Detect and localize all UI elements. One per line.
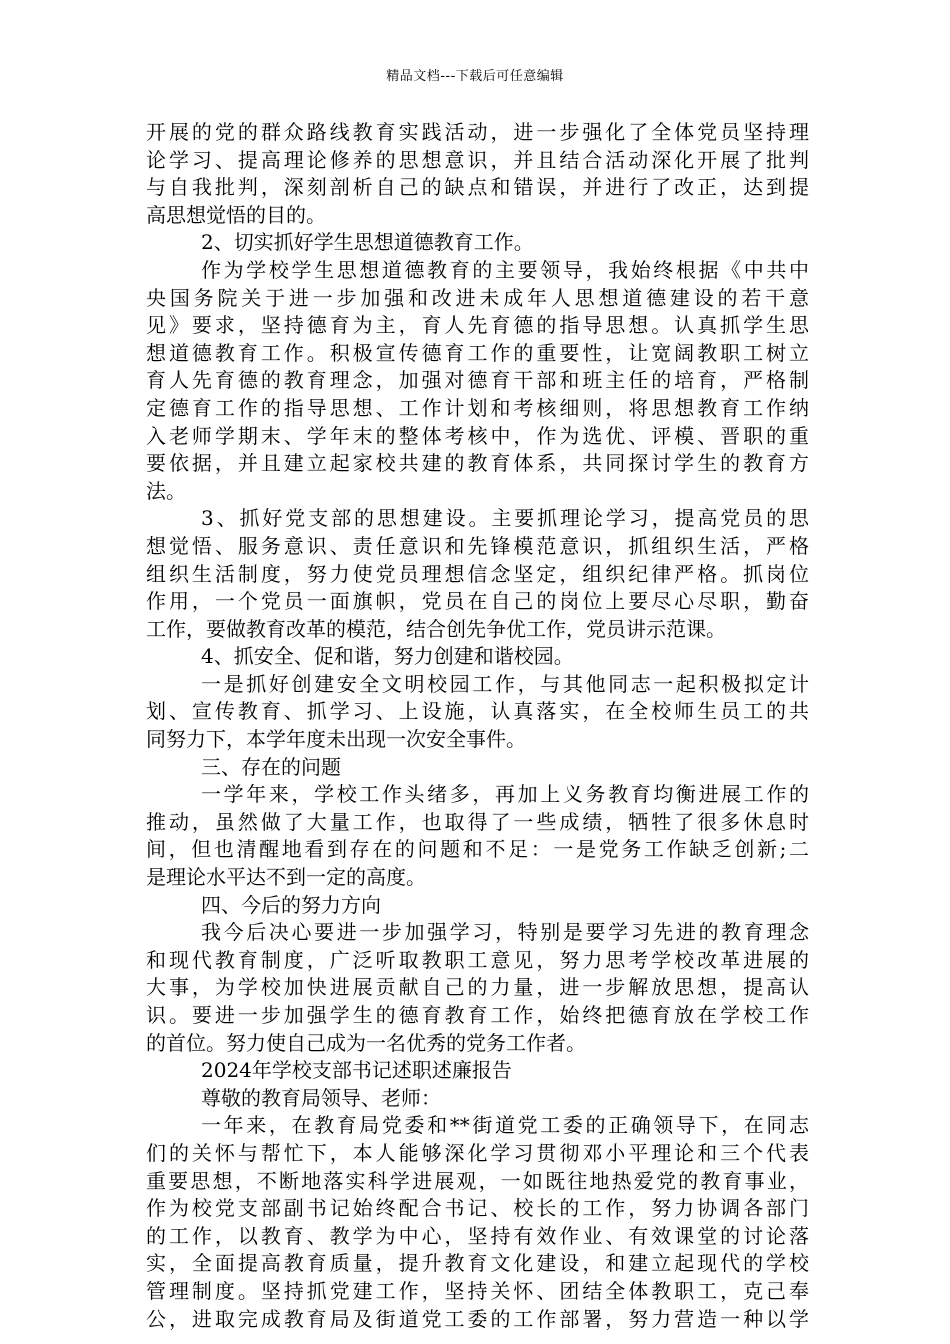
text-line: 作用，一个党员一面旗帜，党员在自己的岗位上要尽心尽职，勤奋: [146, 589, 809, 614]
text-line: 要依据，并且建立起家校共建的教育体系，共同探讨学生的教育方: [146, 451, 809, 476]
text-line: 公，进取完成教育局及街道党工委的工作部署，努力营造一种以学: [146, 1306, 809, 1331]
text-line: 作为校党支部副书记始终配合书记、校长的工作，努力协调各部门: [146, 1196, 809, 1221]
text-line: 间，但也清醒地看到存在的问题和不足：一是党务工作缺乏创新;二: [146, 837, 809, 862]
text-line: 同努力下，本学年度未出现一次安全事件。: [146, 727, 526, 752]
text-line: 识。要进一步加强学生的德育教育工作，始终把德育放在学校工作: [146, 1003, 809, 1027]
text-line: 想觉悟、服务意识、责任意识和先锋模范意识，抓组织生活，严格: [146, 533, 809, 558]
text-line: 定德育工作的指导思想、工作计划和考核细则，将思想教育工作纳: [146, 395, 809, 420]
report-title: 2024年学校支部书记述职述廉报告: [201, 1058, 512, 1083]
text-line: 大事，为学校加快进展贡献自己的力量，进一步解放思想，提高认: [146, 975, 809, 1000]
page-header: 精品文档---下载后可任意编辑: [386, 69, 564, 84]
text-line: 高思想觉悟的目的。: [146, 202, 326, 227]
text-line: 育人先育德的教育理念，加强对德育干部和班主任的培育，严格制: [146, 368, 809, 393]
text-line: 管理制度。坚持抓党建工作，坚持关怀、团结全体教职工，克己奉: [146, 1278, 809, 1303]
text-line: 见》要求，坚持德育为主，育人先育德的指导思想。认真抓学生思: [146, 313, 809, 338]
text-line: 的工作，以教育、教学为中心，坚持有效作业、有效课堂的讨论落: [146, 1223, 809, 1248]
section-heading: 4、抓安全、促和谐，努力创建和谐校园。: [201, 644, 574, 669]
text-line: 推动，虽然做了大量工作，也取得了一些成绩，牺牲了很多休息时: [146, 809, 809, 834]
text-line: 工作，要做教育改革的模范，结合创先争优工作，党员讲示范课。: [146, 616, 726, 641]
text-line: 入老师学期末、学年末的整体考核中，作为选优、评模、晋职的重: [146, 423, 809, 448]
text-line: 的首位。努力使自己成为一名优秀的党务工作者。: [146, 1030, 586, 1055]
text-line: 一学年来，学校工作头绪多，再加上义务教育均衡进展工作的: [201, 782, 809, 807]
text-line: 一年来，在教育局党委和**街道党工委的正确领导下，在同志: [201, 1113, 809, 1138]
section-heading: 3、抓好党支部的思想建设。主要抓理论学习，提高党员的思: [201, 506, 809, 531]
text-line: 重要思想，不断地落实科学进展观，一如既往地热爱党的教育事业，: [146, 1168, 809, 1193]
text-line: 是理论水平达不到一定的高度。: [146, 865, 426, 890]
text-line: 和现代教育制度，广泛听取教职工意见，努力思考学校改革进展的: [146, 947, 809, 972]
text-line: 实，全面提高教育质量，提升教育文化建设，和建立起现代的学校: [146, 1251, 809, 1276]
section-heading: 三、存在的问题: [201, 754, 341, 779]
text-line: 们的关怀与帮忙下，本人能够深化学习贯彻邓小平理论和三个代表: [146, 1140, 809, 1165]
salutation: 尊敬的教育局领导、老师：: [201, 1085, 441, 1110]
text-line: 开展的党的群众路线教育实践活动，进一步强化了全体党员坚持理: [146, 120, 809, 144]
section-heading: 四、今后的努力方向: [201, 892, 381, 917]
section-heading: 2、切实抓好学生思想道德教育工作。: [201, 230, 534, 255]
text-line: 想道德教育工作。积极宣传德育工作的重要性，让宽阔教职工树立: [146, 340, 809, 365]
text-line: 论学习、提高理论修养的思想意识，并且结合活动深化开展了批判: [146, 147, 809, 172]
text-line: 作为学校学生思想道德教育的主要领导，我始终根据《中共中: [201, 257, 809, 282]
document-body: [146, 119, 809, 1333]
text-line: 法。: [146, 478, 186, 503]
text-line: 央国务院关于进一步加强和改进未成年人思想道德建设的若干意: [146, 285, 809, 310]
text-line: 与自我批判，深刻剖析自己的缺点和错误，并进行了改正，达到提: [146, 175, 809, 200]
text-line: 一是抓好创建安全文明校园工作，与其他同志一起积极拟定计: [201, 671, 809, 696]
text-line: 组织生活制度，努力使党员理想信念坚定，组织纪律严格。抓岗位: [146, 561, 809, 586]
text-line: 我今后决心要进一步加强学习，特别是要学习先进的教育理念: [201, 920, 809, 945]
text-line: 划、宣传教育、抓学习、上设施，认真落实，在全校师生员工的共: [146, 699, 809, 724]
